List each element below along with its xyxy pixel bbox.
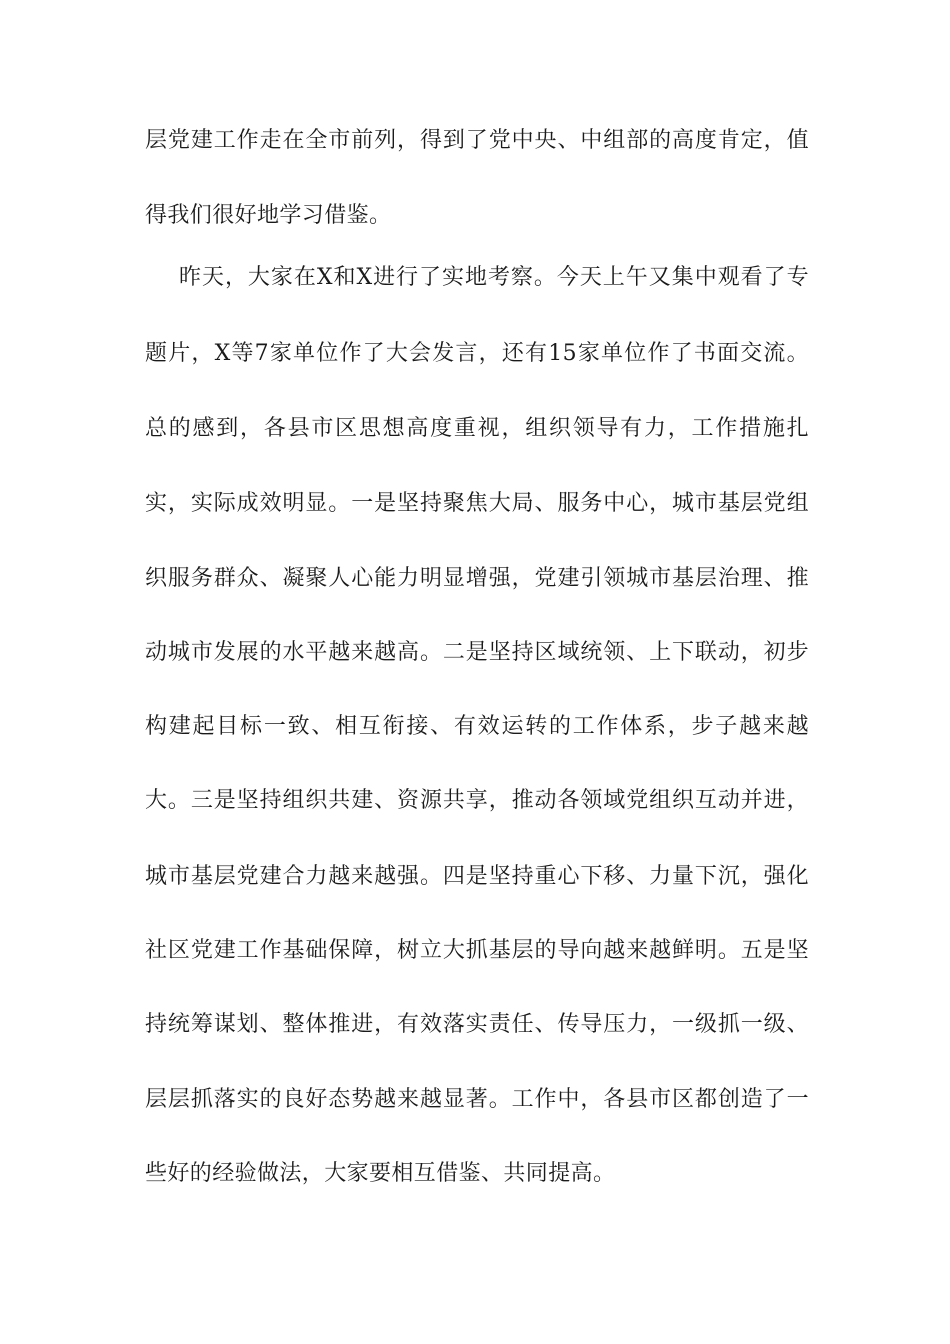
text-line: 昨天，大家在X和X进行了实地考察。今天上午又集中观看了专 xyxy=(179,265,809,290)
text-line: 层党建工作走在全市前列，得到了党中央、中组部的高度肯定，值 xyxy=(145,128,809,153)
text-line: 得我们很好地学习借鉴。 xyxy=(145,203,392,228)
text-line: 织服务群众、凝聚人心能力明显增强，党建引领城市基层治理、推 xyxy=(145,566,809,591)
text-line: 构建起目标一致、相互衔接、有效运转的工作体系，步子越来越 xyxy=(145,714,809,739)
text-line: 实，实际成效明显。一是坚持聚焦大局、服务中心，城市基层党组 xyxy=(145,491,809,516)
text-line: 动城市发展的水平越来越高。二是坚持区域统领、上下联动，初步 xyxy=(145,640,809,665)
text-line: 题片，X等7家单位作了大会发言，还有15家单位作了书面交流。 xyxy=(145,341,809,366)
text-line: 城市基层党建合力越来越强。四是坚持重心下移、力量下沉，强化 xyxy=(145,864,809,889)
text-line: 持统筹谋划、整体推进，有效落实责任、传导压力，一级抓一级、 xyxy=(145,1012,809,1037)
text-line: 层层抓落实的良好态势越来越显著。工作中，各县市区都创造了一 xyxy=(145,1087,809,1112)
text-line: 总的感到，各县市区思想高度重视，组织领导有力，工作措施扎 xyxy=(145,416,809,441)
text-line: 些好的经验做法，大家要相互借鉴、共同提高。 xyxy=(145,1161,616,1186)
text-line: 社区党建工作基础保障，树立大抓基层的导向越来越鲜明。五是坚 xyxy=(145,938,809,963)
text-line: 大。三是坚持组织共建、资源共享，推动各领域党组织互动并进， xyxy=(145,788,809,813)
